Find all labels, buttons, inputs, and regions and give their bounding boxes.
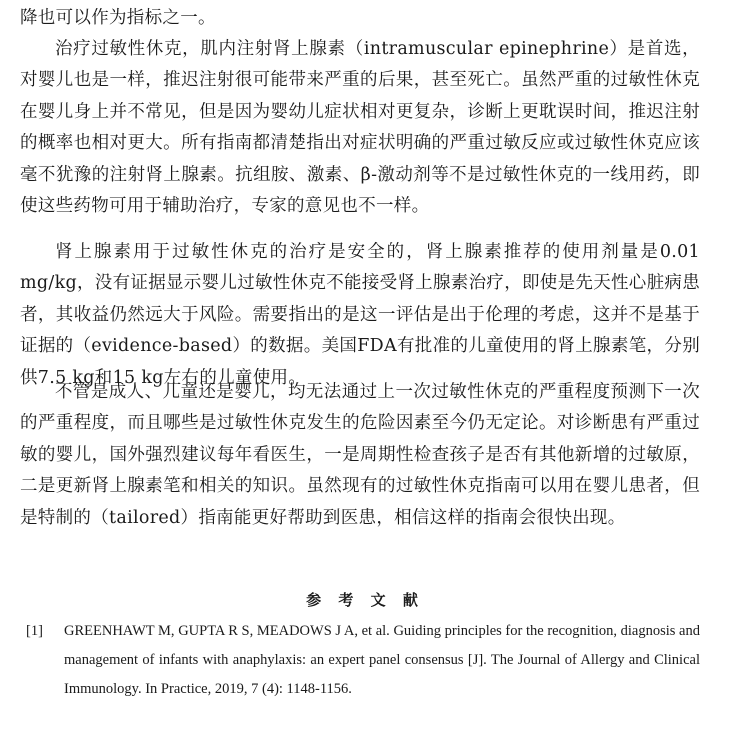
- paragraph-prognosis: 不管是成人、儿童还是婴儿，均无法通过上一次过敏性休克的严重程度预测下一次的严重程度，而且哪些是过敏性休克发生的危险因素至今仍无定论。对诊断患有严重过敏的婴儿，国外强烈建议每年看医生，一是周期性检查孩子是否有其他新增的过敏原，二是更新肾上腺素笔和相关的知识。虽然现有的过敏性休克指南可以用在婴儿患者，但是特制的（tailored）指南能更好帮助到医患，相信这样的指南会很快出现。: [20, 382, 700, 528]
- paragraph-treatment: 治疗过敏性休克，肌内注射肾上腺素（intramuscular epinephrine）是首选，对婴儿也是一样，推迟注射很可能带来严重的后果，甚至死亡。虽然严重的过敏性休克在婴儿身上并不常见，但是因为婴幼儿症状相对更复杂，诊断上更耽误时间，推迟注射的概率也相对更大。所有指南都清楚指出对症状明确的严重过敏反应或过敏性休克应该毫不犹豫的注射肾上腺素。抗组胺、激素、β-激动剂等不是过敏性休克的一线用药，即使这些药物可用于辅助治疗，专家的意见也不一样。: [20, 39, 700, 217]
- paragraph-epinephrine-safety: 肾上腺素用于过敏性休克的治疗是安全的，肾上腺素推荐的使用剂量是0.01 mg/kg，没有证据显示婴儿过敏性休克不能接受肾上腺素治疗，即使是先天性心脏病患者，其收益仍然远大于风险。需要指出的是这一评估是出于伦理的考虑，这并不是基于证据的（evidence-based）的数据。美国FDA有批准的儿童使用的肾上腺素笔，分别供7.5 kg和15 kg左右的儿童使用。: [20, 242, 700, 388]
- reference-item: [26, 617, 700, 704]
- reference-number: [1]: [26, 623, 43, 639]
- references-heading: 参 考 文 献: [306, 591, 424, 609]
- reference-text: GREENHAWT M, GUPTA R S, MEADOWS J A, et al. Guiding principles for the recognition, diagnosis and management of infants with anaphylaxis: an expert panel consensus [J]. The Journal of Allergy and Clinical Immunology. In Practice, 2019, 7 (4): 1148-1156.: [64, 623, 700, 697]
- paragraph-continuation: 降也可以作为指标之一。: [20, 8, 216, 28]
